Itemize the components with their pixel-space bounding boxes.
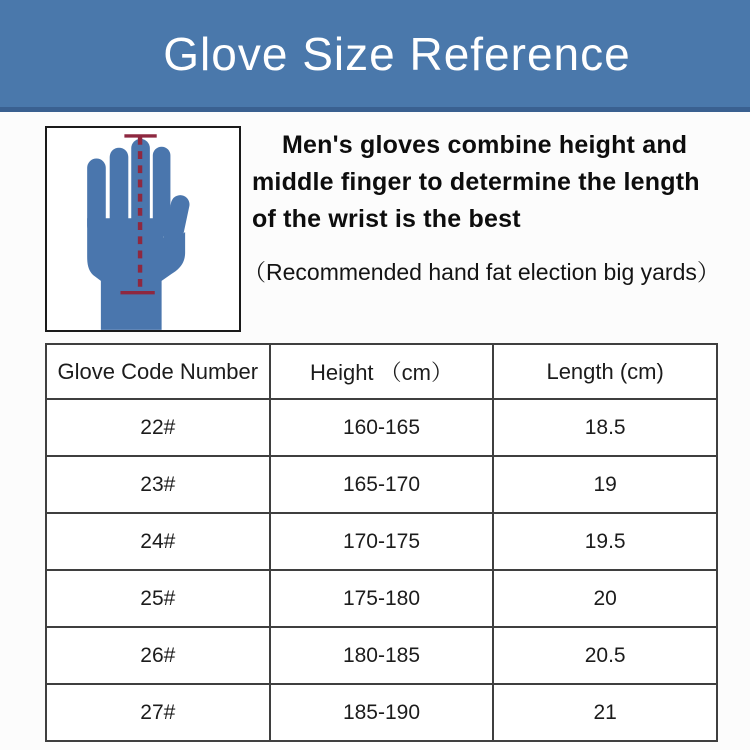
recommendation-note: （Recommended hand fat election big yards） — [243, 259, 720, 285]
header-banner — [0, 0, 750, 112]
table-cell: 185-190 — [270, 684, 494, 741]
table-header-row — [46, 344, 717, 399]
instruction-line: Men's gloves combine height and — [282, 131, 688, 159]
hand-measurement-icon — [47, 128, 239, 330]
table-row — [46, 513, 717, 570]
table-cell: 22# — [46, 399, 270, 456]
instruction-text-block — [243, 127, 744, 287]
instruction-line: middle finger to determine the length — [252, 168, 700, 196]
table-cell: 170-175 — [270, 513, 494, 570]
table-cell: 18.5 — [493, 399, 717, 456]
column-header: Length (cm) — [493, 344, 717, 399]
table-cell: 27# — [46, 684, 270, 741]
table-cell: 20.5 — [493, 627, 717, 684]
size-reference-table — [45, 343, 718, 742]
table-body — [46, 399, 717, 741]
instruction-line: of the wrist is the best — [252, 205, 521, 233]
table-cell: 165-170 — [270, 456, 494, 513]
table-row — [46, 456, 717, 513]
table-cell: 23# — [46, 456, 270, 513]
table-row — [46, 684, 717, 741]
table-cell: 19.5 — [493, 513, 717, 570]
table-header — [46, 344, 717, 399]
table-cell: 20 — [493, 570, 717, 627]
table-cell: 24# — [46, 513, 270, 570]
table-cell: 26# — [46, 627, 270, 684]
table-cell: 180-185 — [270, 627, 494, 684]
table-cell: 25# — [46, 570, 270, 627]
table-cell: 19 — [493, 456, 717, 513]
column-header: Glove Code Number — [46, 344, 270, 399]
table-row — [46, 570, 717, 627]
table-row — [46, 627, 717, 684]
hand-figure-box — [45, 126, 241, 332]
table-row — [46, 399, 717, 456]
column-header: Height （cm） — [270, 344, 494, 399]
page-title: Glove Size Reference — [163, 27, 631, 80]
table-cell: 175-180 — [270, 570, 494, 627]
table-cell: 21 — [493, 684, 717, 741]
table-cell: 160-165 — [270, 399, 494, 456]
